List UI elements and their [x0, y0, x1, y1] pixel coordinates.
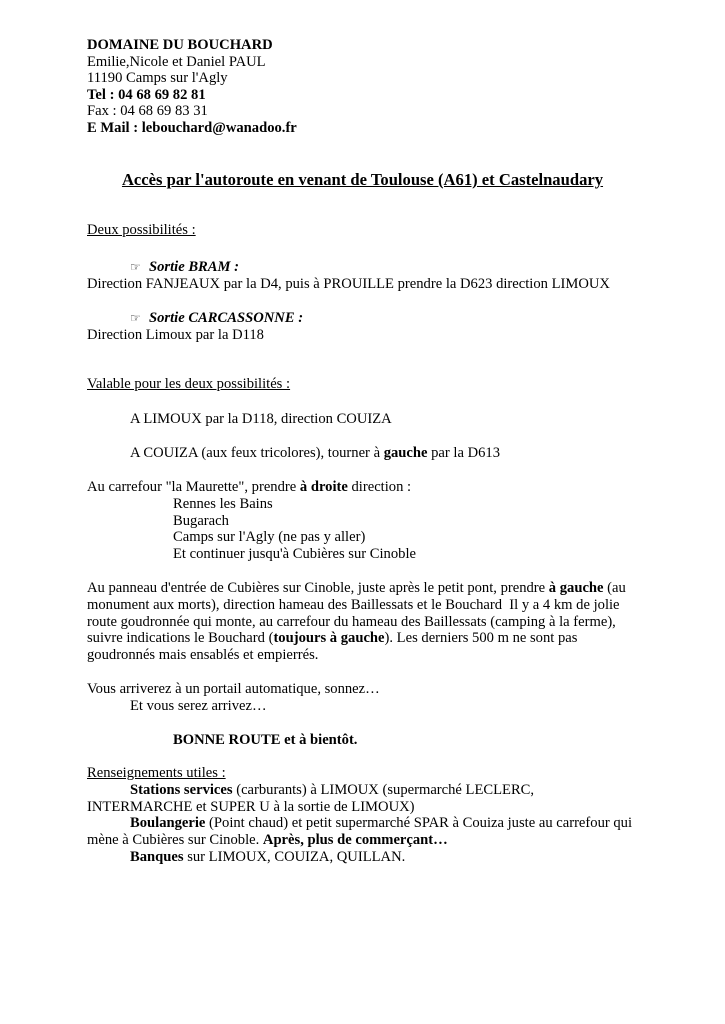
- paragraph-emphasis: toujours à gauche: [273, 630, 385, 647]
- paragraph-text: Au panneau d'entrée de Cubières sur Cinoble, juste après le petit pont, prendre: [87, 580, 549, 596]
- pointing-hand-icon: [130, 310, 149, 327]
- step-limoux: [87, 411, 392, 428]
- exit-label: Sortie BRAM :: [149, 259, 240, 275]
- paragraph-text: ). Les derniers 500 m ne sont pas: [384, 630, 578, 647]
- paragraph-emphasis: à gauche: [548, 580, 604, 596]
- step-maurette-text: Au carrefour "la Maurette", prendre: [87, 479, 300, 495]
- step-maurette-end: direction :: [347, 479, 412, 495]
- info-bakery-cont-text: mène à Cubières sur Cinoble.: [87, 832, 263, 849]
- direction-item: Et continuer jusqu'à Cubières sur Cinoble: [173, 546, 416, 563]
- arrival-done: Et vous serez arrivez…: [130, 697, 267, 714]
- step-maurette: [87, 479, 416, 563]
- info-fuel-label: Stations services: [130, 781, 233, 798]
- email: E Mail : lebouchard@wanadoo.fr: [87, 119, 297, 136]
- info-bakery-label: Boulangerie: [130, 815, 206, 832]
- paragraph-text: (au: [603, 580, 626, 596]
- step-limoux-text: A LIMOUX par la D118, direction COUIZA: [130, 411, 392, 427]
- info-bakery-cont-note: Après, plus de commerçant…: [262, 832, 448, 849]
- exit-label: Sortie CARCASSONNE :: [149, 310, 304, 326]
- info-bakery-text: (Point chaud) et petit supermarché SPAR à Couiza juste au carrefour qui: [205, 815, 633, 832]
- arrival-gate: Vous arriverez à un portail automatique, sonnez…: [87, 681, 380, 697]
- direction-item: Camps sur l'Agly (ne pas y aller): [173, 529, 366, 546]
- options-heading-block: [87, 222, 196, 239]
- contact-header: [87, 37, 297, 136]
- info-bakery: [87, 815, 632, 832]
- exit-route: Direction FANJEAUX par la D4, puis à PROUILLE prendre la D623 direction LIMOUX: [87, 275, 610, 292]
- paragraph-line: monument aux morts), direction hameau des Baillessats et le Bouchard Il y a 4 km de jolie: [87, 596, 620, 613]
- step-couiza-turn: gauche: [383, 445, 428, 461]
- paragraph-line: [87, 580, 626, 597]
- step-maurette-line: [87, 479, 416, 496]
- paragraph-line: route goudronnée qui monte, au carrefour du hameau des Baillessats (camping à la ferme),: [87, 613, 616, 630]
- options-heading: Deux possibilités :: [87, 222, 196, 238]
- step-couiza-line: [87, 445, 500, 462]
- direction-item: Bugarach: [173, 512, 229, 529]
- info-fuel-continued: INTERMARCHE et SUPER U à la sortie de LIMOUX): [87, 798, 415, 815]
- page-title: Accès par l'autoroute en venant de Toulouse (A61) et Castelnaudary: [121, 170, 604, 189]
- final-approach-paragraph: [87, 580, 626, 664]
- pointing-hand-icon: [130, 259, 149, 276]
- exit-label-row: [87, 259, 610, 276]
- info-bakery-continued: [87, 832, 632, 849]
- info-banks-text: sur LIMOUX, COUIZA, QUILLAN.: [183, 848, 406, 865]
- info-banks-label: Banques: [130, 848, 184, 865]
- paragraph-text: suivre indications le Bouchard (: [87, 630, 274, 647]
- owners: Emilie,Nicole et Daniel PAUL: [87, 53, 266, 70]
- paragraph-line: [87, 630, 626, 647]
- address: 11190 Camps sur l'Agly: [87, 70, 228, 86]
- farewell: BONNE ROUTE et à bientôt.: [173, 732, 358, 748]
- exit-route: Direction Limoux par la D118: [87, 326, 264, 343]
- domain-name: DOMAINE DU BOUCHARD: [87, 37, 273, 53]
- info-fuel: [87, 782, 632, 799]
- common-heading: Valable pour les deux possibilités :: [87, 376, 291, 392]
- exit-label-row: [87, 310, 303, 327]
- step-couiza-road: par la D613: [427, 445, 501, 461]
- info-heading: Renseignements utiles :: [87, 765, 226, 781]
- useful-info: [87, 765, 632, 866]
- farewell-block: [87, 732, 357, 749]
- step-maurette-turn: à droite: [299, 479, 348, 495]
- direction-item: Rennes les Bains: [173, 495, 273, 512]
- common-heading-block: [87, 376, 290, 393]
- paragraph-line: goudronnés mais ensablés et empierrés.: [87, 647, 319, 664]
- telephone: Tel : 04 68 69 82 81: [87, 86, 206, 103]
- step-couiza: [87, 445, 500, 462]
- info-fuel-text: (carburants) à LIMOUX (supermarché LECLERC,: [232, 781, 535, 798]
- arrival-block: [87, 681, 380, 715]
- info-banks: [87, 849, 632, 866]
- fax: Fax : 04 68 69 83 31: [87, 103, 208, 119]
- exit-carcassonne: [87, 310, 303, 344]
- step-couiza-text: A COUIZA (aux feux tricolores), tourner à: [130, 445, 384, 461]
- exit-bram: [87, 259, 610, 293]
